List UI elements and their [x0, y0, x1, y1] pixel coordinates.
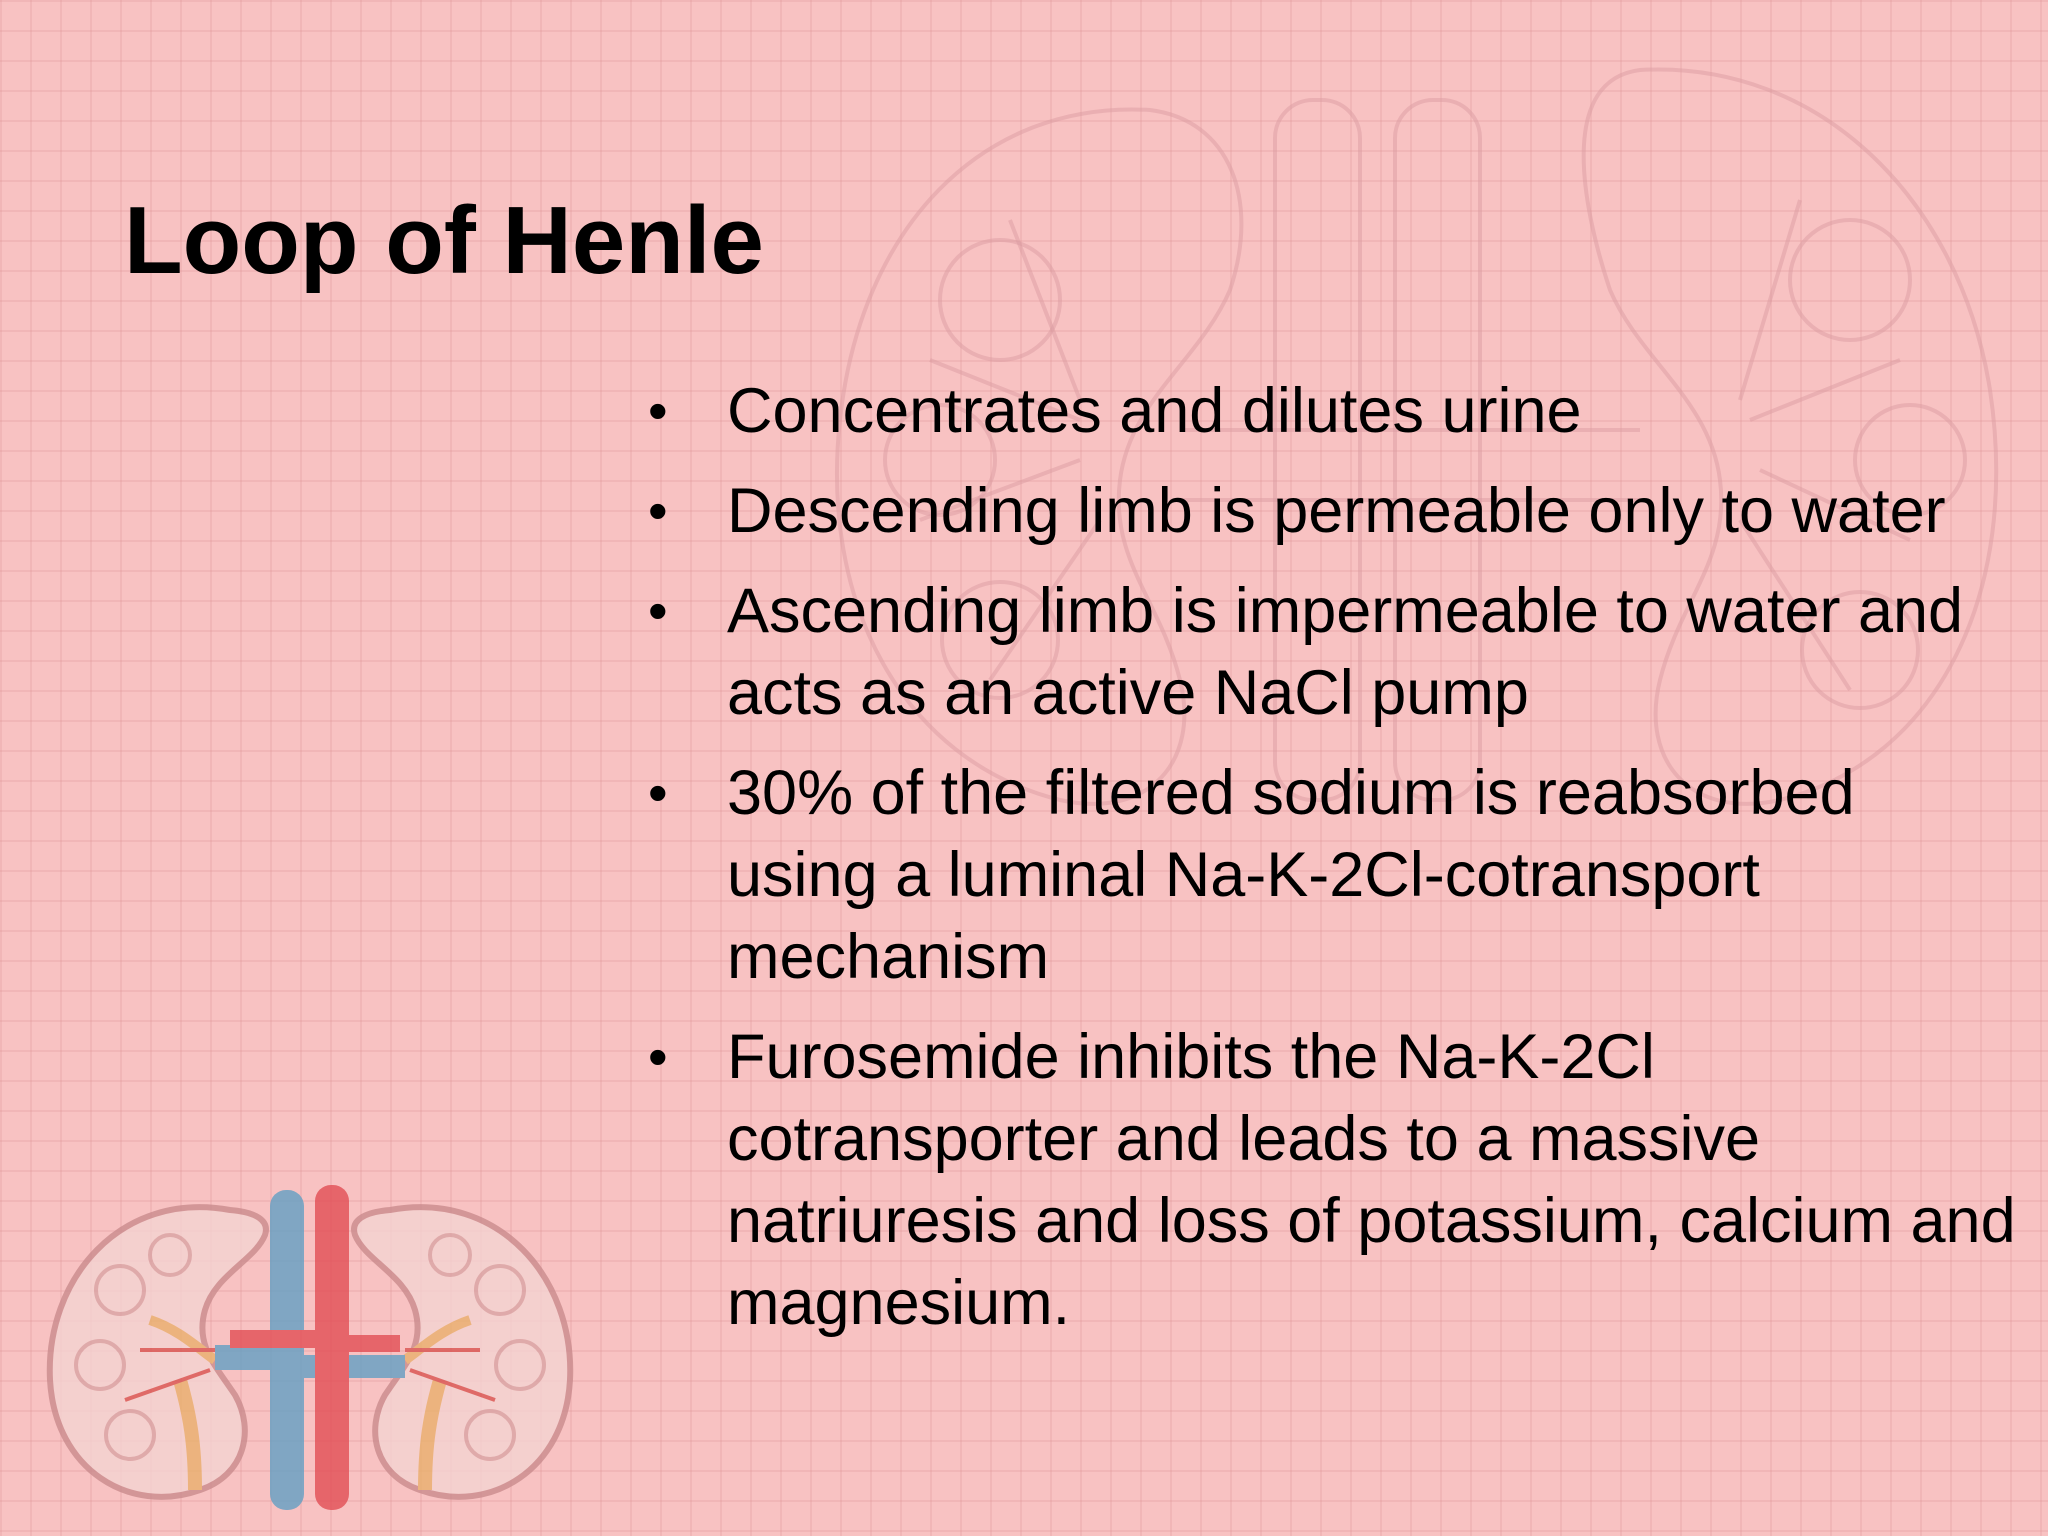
kidney-pair-icon	[30, 1170, 590, 1510]
bullet-item	[648, 570, 2018, 734]
bullet-marker: •	[648, 761, 668, 824]
bullet-text: Ascending limb is impermeable to water and acts as an active NaCl pump	[727, 576, 1964, 728]
bullet-list	[648, 370, 2018, 1362]
bullet-marker: •	[648, 579, 668, 642]
bullet-text: Furosemide inhibits the Na-K-2Cl cotransporter and leads to a massive natriuresis and loss of potassium, calcium and magnesium.	[727, 1022, 2016, 1338]
bullet-item	[648, 752, 2018, 998]
bullet-marker: •	[648, 379, 668, 442]
bullet-text: Descending limb is permeable only to water	[727, 476, 1946, 546]
bullet-item	[648, 470, 2018, 552]
bullet-item	[648, 370, 2018, 452]
bullet-item	[648, 1016, 2018, 1344]
bullet-marker: •	[648, 1025, 668, 1088]
bullet-marker: •	[648, 479, 668, 542]
bullet-text: Concentrates and dilutes urine	[727, 376, 1582, 446]
bullet-text: 30% of the filtered sodium is reabsorbed using a luminal Na-K-2Cl-cotransport mechanism	[727, 758, 1855, 992]
slide-title: Loop of Henle	[124, 187, 764, 294]
